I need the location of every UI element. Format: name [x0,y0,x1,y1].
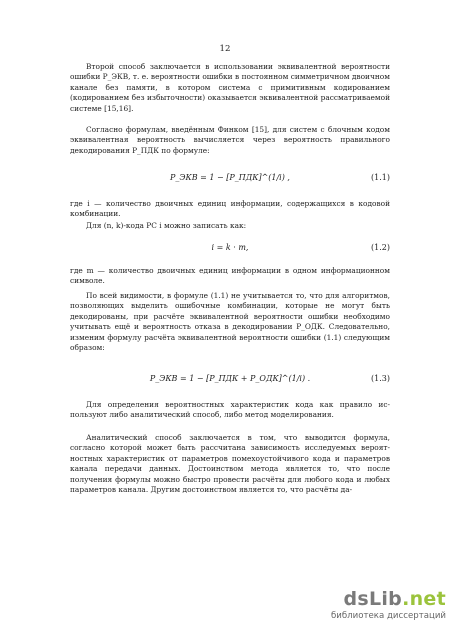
paragraph-6: По всей видимости, в формуле (1.1) не учитывается то, что для алгоритмов, позволяющих выделить ошибочные комбинации, которые не могут быть декодированы, при расчёте эквивалентной вероятности ошибки необходимо учитывать ещё и вероятность отказа в декодировании P_ОДК. Следовательно, изменим формулу расчёта эквивалентной вероятности ошибки (1.1) следующим образом: [70,291,390,353]
logo-part-1: dsLib [343,588,403,610]
paragraph-8: Аналитический способ заключается в том, что выводится формула, согласно которой может быть рассчитана зависимость исследуемых вероятностных характеристик от параметров помехоустойчивого кода и параметров канала передачи данных. Достоинством метода является то, что после получения формулы можно быстро провести расчёты для любого кода и любых параметров канала. Другим достоинством является то, что расчёты да- [70,433,390,495]
formula-1-3-number: (1.3) [371,374,390,383]
formula-1-1-number: (1.1) [371,173,390,182]
formula-1-3 [70,374,390,386]
formula-1-2 [70,243,390,255]
formula-1-2-expression: i = k · m, [211,243,249,252]
paragraph-3: где i — количество двоичных единиц информации, содержащихся в кодовой комбинации. [70,199,390,219]
formula-1-2-number: (1.2) [371,243,390,252]
dslib-watermark [318,588,448,628]
paragraph-4: Для (n, k)-кода РС i можно записать как: [86,221,247,230]
page-number: 12 [219,44,231,54]
dslib-logo [318,588,446,610]
paragraph-2: Согласно формулам, введённым Финком [15], для систем с блочным кодом эквивалентная вероятность вычисляется через вероятность правильного декодирования P_ПДК по формуле: [70,125,390,155]
formula-1-1 [70,173,390,185]
formula-1-1-expression: P_ЭКВ = 1 − [P_ПДК]^(1/i) , [170,173,290,182]
paragraph-1: Второй способ заключается в использовании эквивалентной вероятности ошибки P_ЭКВ, т. е. вероятности ошибки в постоянном симметричном двоичном канале без памяти, в котором система с примитивным кодированием (кодированием без избыточности) оказывается эквивалентной рассматриваемой системе [15,16]. [70,62,390,113]
watermark-subtitle: библиотека диссертаций [330,611,446,621]
formula-1-3-expression: P_ЭКВ = 1 − [P_ПДК + P_ОДК]^(1/i) . [149,374,311,383]
paragraph-5: где m — количество двоичных единиц информации в одном информационном символе. [70,266,390,286]
logo-part-2: .net [402,588,446,610]
paragraph-7: Для определения вероятностных характеристик кода как правило используют либо аналитический способ, либо метод моделирования. [70,400,390,420]
